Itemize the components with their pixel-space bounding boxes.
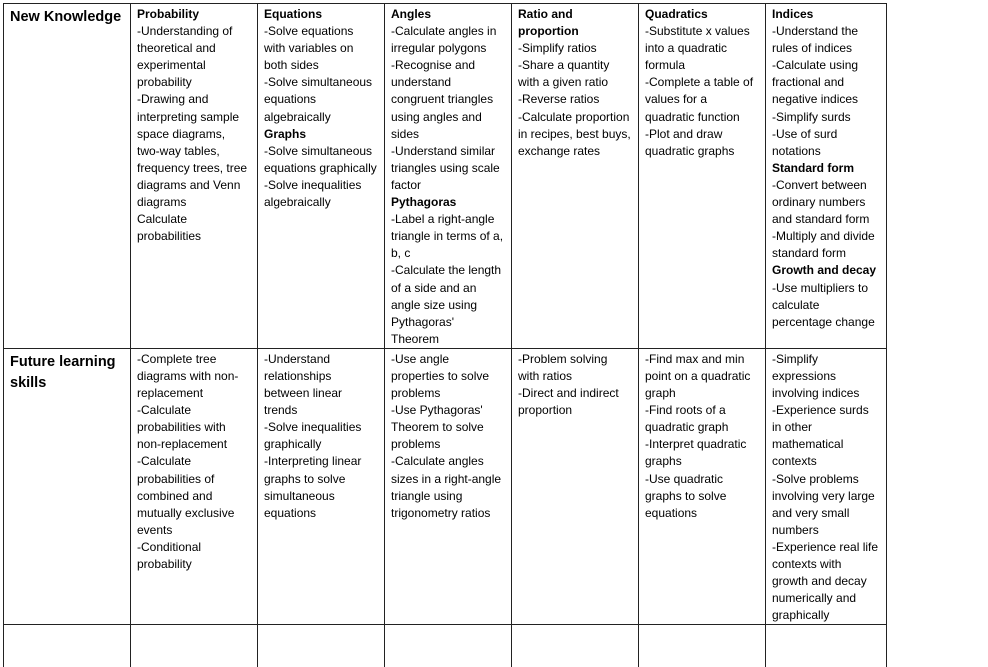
topic-heading: Pythagoras [391, 195, 457, 210]
cell-probability [131, 4, 258, 349]
learning-point: -Convert between ordinary numbers and standard form [772, 177, 870, 227]
topic-heading: Equations [264, 7, 323, 21]
learning-point: -Understand the rules of indices [772, 24, 859, 56]
learning-point: -Understand similar triangles using scale factor [391, 143, 500, 192]
topic-heading: Angles [391, 7, 432, 21]
topic-heading: Indices [772, 7, 814, 21]
learning-point: -Use quadratic graphs to solve equations [645, 471, 727, 520]
cell-equations-graphs [258, 4, 385, 349]
cell-angles-pythagoras [385, 4, 512, 349]
learning-point: -Simplify surds [772, 109, 851, 124]
empty-cell [131, 625, 258, 667]
table-row-future-learning [4, 348, 887, 625]
learning-point: -Experience real life contexts with growth and decay numerically and graphically [772, 539, 879, 623]
learning-point: -Label a right-angle triangle in terms of a, b, c [391, 212, 504, 261]
learning-point: -Complete tree diagrams with non-replacement [137, 351, 239, 401]
topic-heading: Standard form [772, 160, 855, 175]
learning-point: -Experience surds in other mathematical contexts [772, 403, 869, 469]
learning-point: -Plot and draw quadratic graphs [645, 126, 735, 158]
row-header-new-knowledge: New Knowledge [4, 4, 131, 349]
cell-quadratics [639, 4, 766, 349]
topic-heading: Ratio and proportion [518, 7, 579, 39]
learning-point: -Multiply and divide standard form [772, 229, 875, 261]
empty-cell [512, 625, 639, 667]
topic-heading: Probability [137, 7, 200, 21]
learning-point: -Calculate angles sizes in a right-angle triangle using trigonometry ratios [391, 454, 502, 520]
cell-ratio-proportion [512, 4, 639, 349]
learning-point: -Interpret quadratic graphs [645, 437, 747, 469]
cell-future-quadratics [639, 348, 766, 625]
row-header-future-learning: Future learning skills [4, 348, 131, 625]
learning-point: -Substitute x values into a quadratic formula [645, 24, 750, 73]
learning-point: -Find max and min point on a quadratic graph [645, 351, 751, 401]
topic-heading: Quadratics [645, 7, 708, 21]
learning-point: -Problem solving with ratios [518, 351, 608, 383]
learning-point: -Use Pythagoras' Theorem to solve problems [391, 403, 484, 452]
topic-heading: Growth and decay [772, 263, 877, 278]
learning-point: -Reverse ratios [518, 92, 600, 107]
learning-point: -Conditional probability [137, 539, 202, 571]
learning-point: -Use multipliers to calculate percentage change [772, 280, 875, 329]
table-row-empty [4, 625, 887, 667]
learning-point: -Solve problems involving very large and very small numbers [772, 471, 875, 537]
curriculum-table [3, 3, 887, 667]
learning-point: -Solve simultaneous equations algebraically [264, 75, 373, 124]
learning-point: -Understanding of theoretical and experimental probability [137, 24, 233, 90]
learning-point: -Solve inequalities algebraically [264, 177, 362, 210]
learning-point: -Direct and indirect proportion [518, 386, 619, 418]
empty-cell [385, 625, 512, 667]
learning-point: -Calculate angles in irregular polygons [391, 24, 497, 56]
learning-point: -Simplify ratios [518, 41, 597, 56]
learning-point: -Solve inequalities graphically [264, 420, 362, 452]
learning-point: -Calculate probabilities of combined and mutually exclusive events [137, 454, 235, 537]
empty-cell [258, 625, 385, 667]
learning-point: -Complete a table of values for a quadratic function [645, 75, 754, 124]
cell-indices [766, 4, 887, 349]
learning-point: -Calculate probabilities with non-replacement [137, 403, 228, 452]
learning-point: -Calculate using fractional and negative indices [772, 58, 859, 107]
learning-point: -Understand relationships between linear trends [264, 351, 343, 418]
learning-point: -Share a quantity with a given ratio [518, 58, 610, 90]
learning-point: Calculate probabilities [137, 212, 202, 244]
cell-future-equations [258, 348, 385, 625]
empty-cell [4, 625, 131, 667]
learning-point: -Calculate the length of a side and an angle size using Pythagoras' Theorem [391, 263, 502, 346]
table-row-new-knowledge [4, 4, 887, 349]
cell-future-ratio [512, 348, 639, 625]
topic-heading: Graphs [264, 126, 307, 141]
learning-point: -Use of surd notations [772, 126, 838, 158]
empty-cell [639, 625, 766, 667]
cell-future-probability [131, 348, 258, 625]
learning-point: -Calculate proportion in recipes, best buys, exchange rates [518, 109, 631, 158]
learning-point: -Solve equations with variables on both sides [264, 24, 354, 73]
learning-point: -Simplify expressions involving indices [772, 351, 860, 401]
cell-future-indices [766, 348, 887, 625]
learning-point: -Drawing and interpreting sample space diagrams, two-way tables, frequency trees, tree diagrams and Venn diagrams [137, 92, 248, 210]
empty-cell [766, 625, 887, 667]
learning-point: -Interpreting linear graphs to solve simultaneous equations [264, 454, 362, 520]
learning-point: -Solve simultaneous equations graphically [264, 143, 377, 175]
learning-point: -Find roots of a quadratic graph [645, 403, 729, 435]
learning-point: -Recognise and understand congruent triangles using angles and sides [391, 58, 494, 141]
cell-future-angles [385, 348, 512, 625]
learning-point: -Use angle properties to solve problems [391, 351, 490, 401]
